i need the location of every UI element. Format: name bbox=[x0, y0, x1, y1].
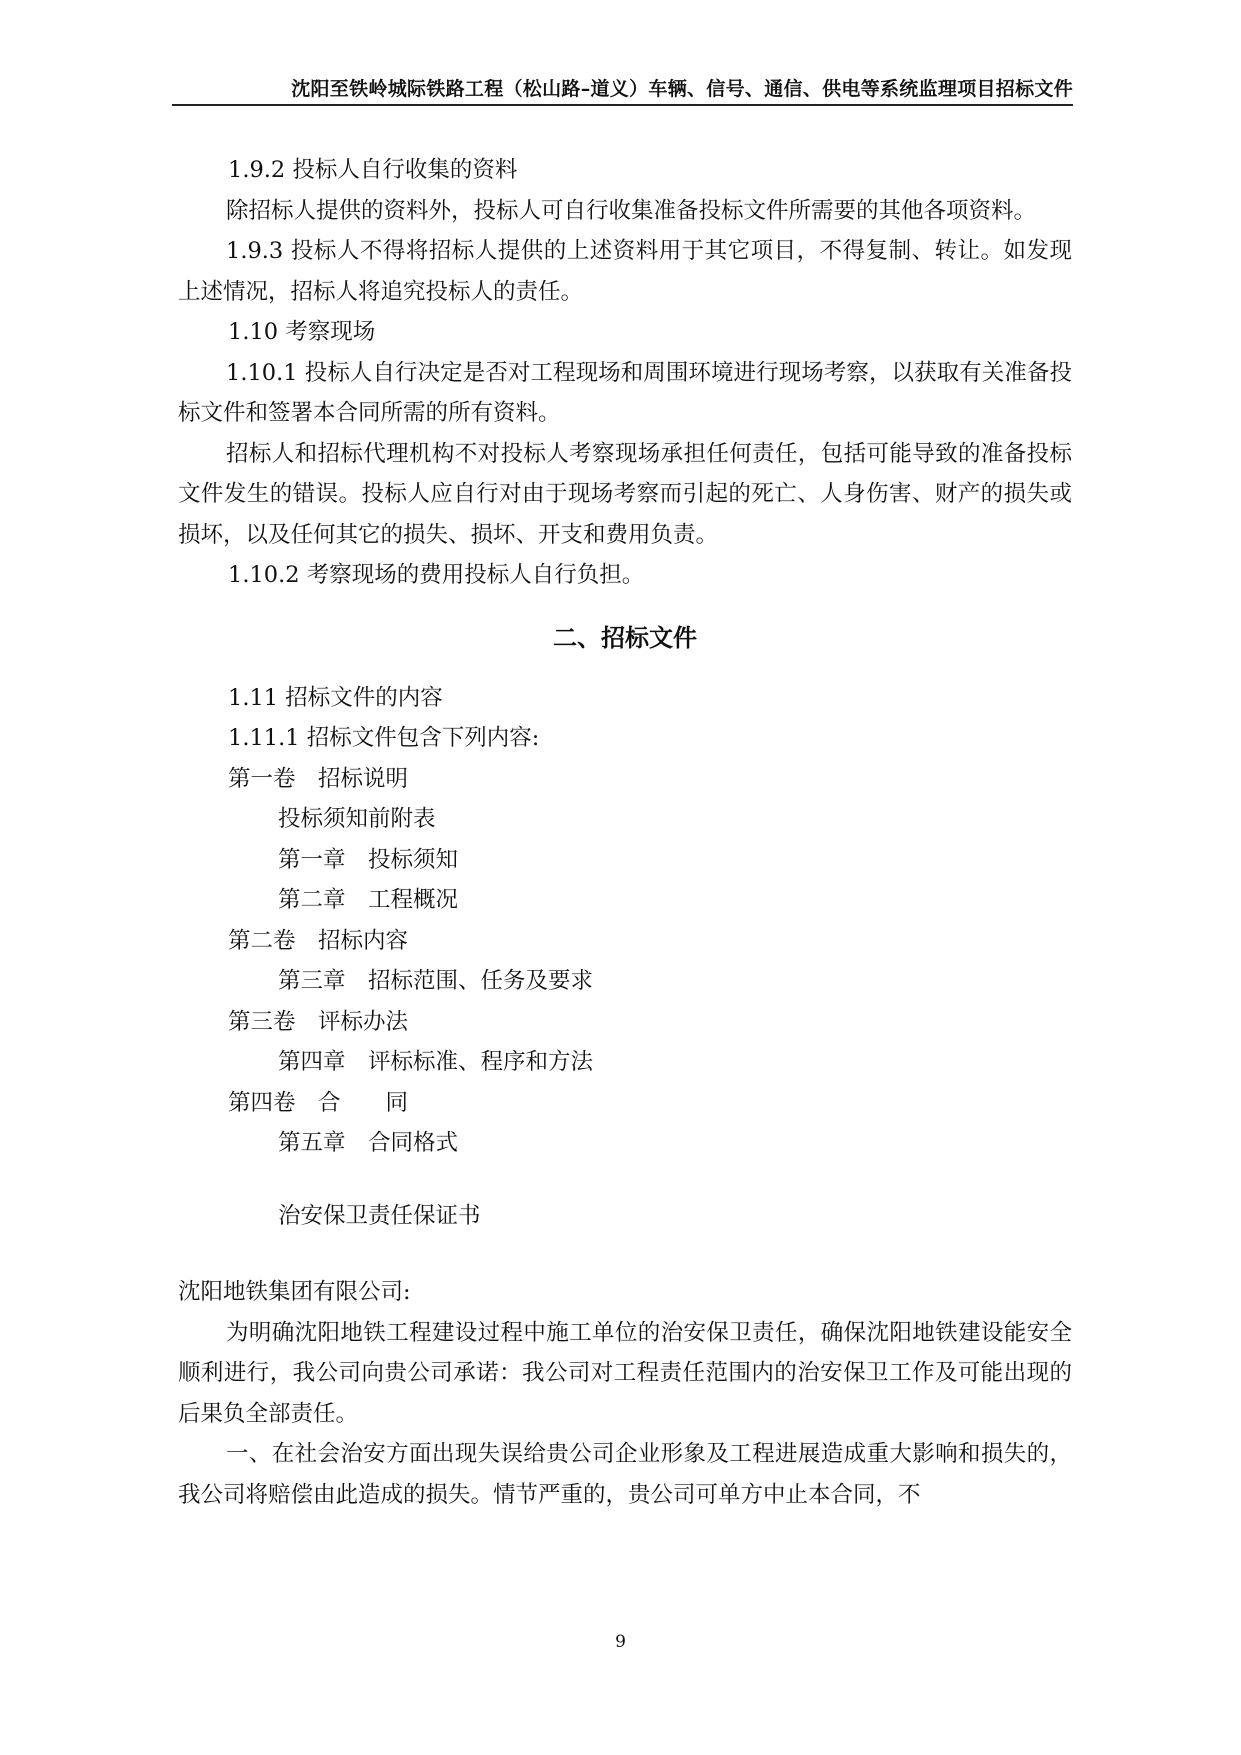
clause-1-11: 1.11 招标文件的内容 bbox=[228, 684, 443, 711]
toc-volume-2: 第二卷 招标内容 bbox=[228, 927, 409, 954]
guarantee-paragraph: 一、在社会治安方面出现失误给贵公司企业形象及工程进展造成重大影响和损失的，我公司将赔偿由此造成的损失。情节严重的，贵公司可单方中止本合同，不 bbox=[178, 1441, 1072, 1508]
clause-1-10-2: 1.10.2 考察现场的费用投标人自行负担。 bbox=[228, 562, 645, 588]
page-header bbox=[172, 70, 1073, 106]
toc-chapter-4: 第四章 评标标准、程序和方法 bbox=[278, 1049, 594, 1075]
clause-1-9-2: 1.9.2 投标人自行收集的资料 bbox=[228, 157, 518, 183]
clause-1-10: 1.10 考察现场 bbox=[228, 319, 376, 345]
page-number: 9 bbox=[615, 1632, 626, 1652]
clause-1-9-3: 1.9.3 投标人不得将招标人提供的上述资料用于其它项目，不得复制、转让。如发现上述情况，招标人将追究投标人的责任。 bbox=[178, 238, 1072, 305]
spacer bbox=[178, 1236, 1072, 1272]
toc-volume-1: 第一卷 招标说明 bbox=[228, 765, 409, 792]
section-title: 二、招标文件 bbox=[553, 622, 697, 652]
toc-chapter-3: 第三章 招标范围、任务及要求 bbox=[278, 968, 594, 994]
toc-volume-3: 第三卷 评标办法 bbox=[228, 1008, 409, 1035]
toc-item: 投标须知前附表 bbox=[278, 806, 436, 832]
toc-volume-4: 第四卷 合 同 bbox=[228, 1089, 409, 1116]
toc-chapter-1: 第一章 投标须知 bbox=[278, 846, 459, 873]
paragraph: 招标人和招标代理机构不对投标人考察现场承担任何责任，包括可能导致的准备投标文件发生的错误。投标人应自行对由于现场考察而引起的死亡、人身伤害、财产的损失或损坏，以及任何其它的损失、损坏、开支和费用负责。 bbox=[178, 440, 1072, 548]
document-body bbox=[178, 150, 1072, 1515]
paragraph: 除招标人提供的资料外，投标人可自行收集准备投标文件所需要的其他各项资料。 bbox=[226, 197, 1037, 224]
toc-chapter-5: 第五章 合同格式 bbox=[278, 1130, 459, 1156]
toc-chapter-2: 第二章 工程概况 bbox=[278, 887, 459, 913]
header-title: 沈阳至铁岭城际铁路工程（松山路–道义）车辆、信号、通信、供电等系统监理项目招标文件 bbox=[291, 78, 1073, 100]
clause-1-10-1: 1.10.1 投标人自行决定是否对工程现场和周围环境进行现场考察，以获取有关准备投标文件和签署本合同所需的所有资料。 bbox=[178, 359, 1072, 426]
guarantee-paragraph: 为明确沈阳地铁工程建设过程中施工单位的治安保卫责任，确保沈阳地铁建设能安全顺利进行，我公司向贵公司承诺：我公司对工程责任范围内的治安保卫工作及可能出现的后果负全部责任。 bbox=[178, 1319, 1072, 1427]
spacer bbox=[178, 1164, 1072, 1196]
guarantee-addressee: 沈阳地铁集团有限公司: bbox=[178, 1279, 411, 1305]
guarantee-title: 治安保卫责任保证书 bbox=[278, 1202, 481, 1229]
clause-1-11-1: 1.11.1 招标文件包含下列内容: bbox=[228, 725, 540, 751]
